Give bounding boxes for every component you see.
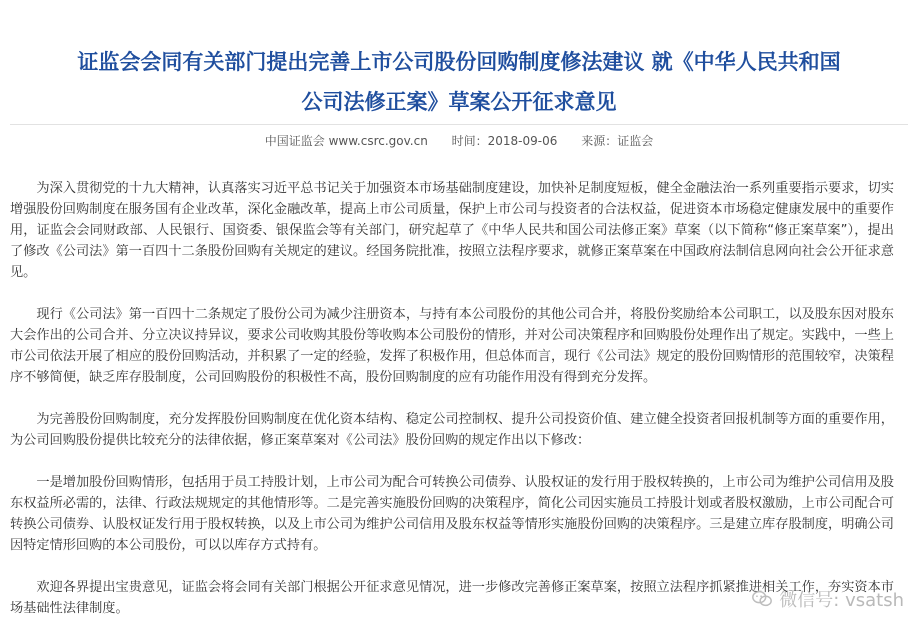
title-divider <box>10 124 908 125</box>
watermark-text: 微信号: vsatsh <box>779 590 904 611</box>
article-meta <box>0 132 918 149</box>
article-title <box>0 42 918 122</box>
paragraph-3: 为完善股份回购制度，充分发挥股份回购制度在优化资本结构、稳定公司控制权、提升公司投资价值、建立健全投资者回报机制等方面的重要作用，为公司回购股份提供比较充分的法律依据，修正案草案对《公司法》股份回购的规定作出以下修改： <box>10 412 894 448</box>
paragraph-5: 欢迎各界提出宝贵意见，证监会将会同有关部门根据公开征求意见情况，进一步修改完善修正案草案，按照立法程序抓紧推进相关工作，夯实资本市场基础性法律制度。 <box>10 580 894 616</box>
wechat-icon <box>751 588 773 610</box>
watermark <box>751 586 904 612</box>
article-source: 来源：证监会 <box>581 134 654 148</box>
paragraph-4: 一是增加股份回购情形，包括用于员工持股计划，上市公司为配合可转换公司债券、认股权证的发行用于股权转换的，上市公司为维护公司信用及股东权益所必需的，法律、行政法规规定的其他情形等。二是完善实施股份回购的决策程序，简化公司因实施员工持股计划或者股权激励，上市公司配合可转换公司债券、认股权证发行用于股权转换，以及上市公司为维护公司信用及股东权益等情形实施股份回购的决策程序。三是建立库存股制度，明确公司因特定情形回购的本公司股份，可以以库存方式持有。 <box>10 475 894 553</box>
paragraph-1: 为深入贯彻党的十九大精神，认真落实习近平总书记关于加强资本市场基础制度建设，加快补足制度短板，健全金融法治一系列重要指示要求，切实增强股份回购制度在服务国有企业改革，深化金融改革，提高上市公司质量，保护上市公司与投资者的合法权益，促进资本市场稳定健康发展中的重要作用，证监会会同财政部、人民银行、国资委、银保监会等有关部门，研究起草了《中华人民共和国公司法修正案》草案（以下简称“修正案草案”），提出了修改《公司法》第一百四十二条股份回购有关规定的建议。经国务院批准，按照立法程序要求，就修正案草案在中国政府法制信息网向社会公开征求意见。 <box>10 181 894 280</box>
article-body <box>10 178 894 640</box>
source-site: 中国证监会 www.csrc.gov.cn <box>264 134 428 148</box>
paragraph-2: 现行《公司法》第一百四十二条规定了股份公司为减少注册资本，与持有本公司股份的其他公司合并，将股份奖励给本公司职工，以及股东因对股东大会作出的公司合并、分立决议持异议，要求公司收购其股份等收购本公司股份的情形，并对公司决策程序和回购股份处理作出了规定。实践中，一些上市公司依法开展了相应的股份回购活动，并积累了一定的经验，发挥了积极作用，但总体而言，现行《公司法》规定的股份回购情形的范围较窄，决策程序不够简便，缺乏库存股制度，公司回购股份的积极性不高，股份回购制度的应有功能作用没有得到充分发挥。 <box>10 307 894 385</box>
article-title-line-1: 证监会会同有关部门提出完善上市公司股份回购制度修法建议 就《中华人民共和国 <box>77 50 841 74</box>
publish-time: 时间：2018-09-06 <box>451 134 558 148</box>
article-title-line-2: 公司法修正案》草案公开征求意见 <box>301 90 617 114</box>
